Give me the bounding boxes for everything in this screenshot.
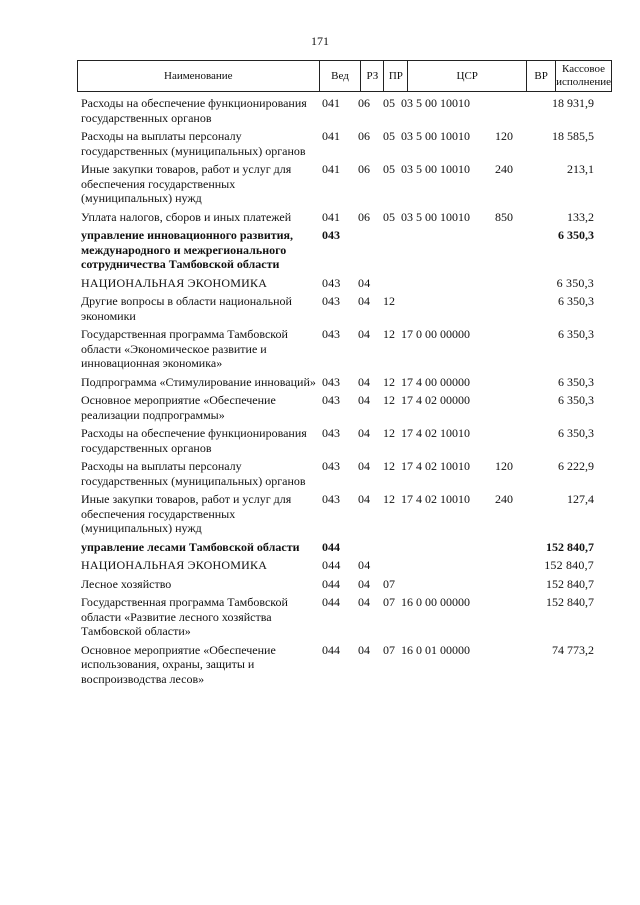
cell-csr — [401, 228, 495, 272]
column-header-csr: ЦСР — [408, 61, 527, 91]
cell-name: Основное мероприятие «Обеспечение реализации подпрограммы» — [81, 393, 276, 422]
cell-name: Расходы на выплаты персоналу государственных (муниципальных) органов — [81, 459, 306, 488]
cell-name: Основное мероприятие «Обеспечение использования, охраны, защиты и воспроизводства лесов» — [81, 642, 276, 686]
cell-rz: 04 — [358, 327, 370, 341]
column-header-name: Наименование — [78, 61, 320, 91]
cell-pr: 07 — [383, 642, 395, 657]
cell-vr — [495, 393, 529, 422]
cell-csr: 17 4 02 10010 — [401, 426, 470, 440]
cell-name: Расходы на обеспечение функционирования государственных органов — [81, 426, 307, 455]
cell-vr — [495, 294, 529, 323]
cell-sum: 6 350,3 — [558, 228, 594, 242]
cell-pr: 12 — [383, 374, 395, 389]
cell-ved: 044 — [322, 539, 340, 554]
cell-sum: 6 350,3 — [558, 393, 594, 407]
cell-ved: 044 — [322, 558, 341, 572]
table-row — [81, 162, 594, 206]
cell-ved: 043 — [322, 275, 341, 290]
table-row — [81, 327, 594, 371]
cell-rz — [358, 540, 383, 555]
table-row — [81, 577, 594, 592]
cell-rz: 06 — [358, 162, 370, 176]
cell-vr — [495, 595, 529, 639]
cell-csr: 16 0 00 00000 — [401, 595, 470, 609]
table-row — [81, 96, 594, 125]
cell-ved: 043 — [322, 294, 340, 308]
cell-vr — [495, 577, 529, 592]
cell-name: Расходы на обеспечение функционирования государственных органов — [81, 96, 307, 125]
column-header-rz: РЗ — [361, 61, 384, 91]
cell-sum: 6 222,9 — [558, 459, 594, 473]
cell-sum: 133,2 — [567, 209, 594, 224]
table-row — [81, 210, 594, 225]
cell-name: Подпрограмма «Стимулирование инноваций» — [81, 374, 316, 389]
cell-sum: 6 350,3 — [558, 374, 594, 389]
cell-pr — [383, 276, 401, 291]
cell-ved: 043 — [322, 426, 340, 440]
column-header-vr: ВР — [527, 61, 556, 91]
table-row — [81, 558, 594, 573]
cell-name: Другие вопросы в области национальной экономики — [81, 294, 292, 323]
cell-rz: 04 — [358, 275, 371, 290]
cell-vr — [495, 327, 529, 371]
cell-csr: 17 4 02 10010 — [401, 459, 470, 473]
cell-name: управление инновационного развития, международного и межрегионального сотрудничества Тамбовской области — [81, 228, 294, 271]
cell-rz: 06 — [358, 129, 370, 143]
table-row — [81, 492, 594, 536]
cell-rz: 04 — [358, 393, 370, 407]
table-row — [81, 595, 594, 639]
column-header-ved: Вед — [320, 61, 362, 91]
cell-csr: 03 5 00 10010 — [401, 129, 470, 143]
cell-ved: 043 — [322, 492, 340, 506]
cell-ved: 043 — [322, 228, 340, 242]
cell-csr: 17 4 02 10010 — [401, 492, 470, 506]
cell-sum: 6 350,3 — [556, 275, 594, 290]
table-header — [77, 60, 612, 92]
cell-rz: 04 — [358, 595, 370, 609]
cell-sum: 74 773,2 — [552, 642, 594, 657]
cell-pr: 05 — [383, 129, 395, 143]
cell-sum: 152 840,7 — [546, 539, 594, 554]
cell-rz: 04 — [358, 459, 370, 473]
cell-sum: 6 350,3 — [558, 294, 594, 308]
cell-csr — [401, 558, 495, 573]
cell-vr: 120 — [495, 129, 513, 143]
cell-csr: 03 5 00 10010 — [401, 96, 470, 110]
cell-name: управление лесами Тамбовской области — [81, 539, 300, 554]
cell-sum: 6 350,3 — [558, 327, 594, 341]
column-header-sum: Кассовое исполнение — [556, 63, 612, 88]
cell-pr: 05 — [383, 209, 395, 224]
cell-vr: 850 — [495, 209, 513, 224]
cell-ved: 043 — [322, 393, 340, 407]
cell-csr — [401, 294, 495, 323]
cell-name: Иные закупки товаров, работ и услуг для обеспечения государственных (муниципальных) нужд — [81, 162, 292, 205]
cell-ved: 044 — [322, 595, 340, 609]
cell-csr: 17 4 00 00000 — [401, 374, 470, 389]
cell-pr: 12 — [383, 327, 395, 341]
cell-ved: 043 — [322, 459, 340, 473]
table-row — [81, 129, 594, 158]
cell-vr: 240 — [495, 492, 513, 506]
cell-ved: 043 — [322, 374, 340, 389]
cell-name: Государственная программа Тамбовской области «Экономическое развитие и инновационная экономика» — [81, 327, 288, 370]
cell-sum: 18 931,9 — [552, 96, 594, 110]
table-row — [81, 643, 594, 687]
table-row — [81, 228, 594, 272]
cell-vr — [495, 643, 529, 687]
table-body — [81, 96, 594, 690]
cell-pr: 07 — [383, 576, 395, 591]
cell-rz: 04 — [358, 576, 370, 591]
cell-vr — [495, 375, 529, 390]
cell-vr: 120 — [495, 459, 513, 473]
cell-csr — [401, 577, 495, 592]
cell-sum: 152 840,7 — [544, 558, 594, 572]
cell-name: Лесное хозяйство — [81, 576, 172, 591]
cell-csr: 17 0 00 00000 — [401, 327, 470, 341]
cell-name: НАЦИОНАЛЬНАЯ ЭКОНОМИКА — [81, 275, 268, 290]
cell-rz — [358, 228, 383, 272]
cell-rz: 06 — [358, 96, 370, 110]
cell-ved: 041 — [322, 129, 340, 143]
cell-csr — [401, 540, 495, 555]
cell-vr — [495, 426, 529, 455]
cell-pr: 12 — [383, 393, 395, 407]
cell-sum: 6 350,3 — [558, 426, 594, 440]
cell-pr: 12 — [383, 459, 395, 473]
cell-name: Государственная программа Тамбовской области «Развитие лесного хозяйства Тамбовской области» — [81, 595, 288, 638]
cell-rz: 04 — [358, 374, 370, 389]
cell-rz: 04 — [358, 558, 371, 572]
cell-sum: 152 840,7 — [546, 576, 594, 591]
cell-sum: 213,1 — [567, 162, 594, 176]
cell-name: Иные закупки товаров, работ и услуг для обеспечения государственных (муниципальных) нужд — [81, 492, 292, 535]
page-number: 171 — [311, 34, 329, 48]
cell-name: НАЦИОНАЛЬНАЯ ЭКОНОМИКА — [81, 558, 268, 572]
cell-sum: 152 840,7 — [546, 595, 594, 609]
cell-vr — [495, 558, 529, 573]
cell-vr — [495, 540, 529, 555]
table-row — [81, 459, 594, 488]
cell-rz: 04 — [358, 642, 370, 657]
cell-sum: 127,4 — [567, 492, 594, 506]
cell-pr — [383, 228, 401, 272]
table-row — [81, 426, 594, 455]
cell-csr: 17 4 02 00000 — [401, 393, 470, 407]
cell-ved: 044 — [322, 642, 340, 657]
cell-rz: 04 — [358, 426, 370, 440]
cell-rz: 04 — [358, 294, 370, 308]
cell-pr: 07 — [383, 595, 395, 609]
cell-ved: 044 — [322, 576, 340, 591]
cell-pr: 12 — [383, 294, 395, 308]
cell-pr: 05 — [383, 162, 395, 176]
cell-ved: 041 — [322, 162, 340, 176]
cell-pr — [383, 558, 401, 573]
cell-csr: 03 5 00 10010 — [401, 162, 470, 176]
cell-pr: 12 — [383, 492, 395, 506]
table-row — [81, 393, 594, 422]
cell-vr — [495, 96, 529, 125]
cell-ved: 041 — [322, 96, 340, 110]
cell-name: Расходы на выплаты персоналу государственных (муниципальных) органов — [81, 129, 306, 158]
cell-csr: 16 0 01 00000 — [401, 642, 470, 657]
cell-csr — [401, 276, 495, 291]
cell-sum: 18 585,5 — [552, 129, 594, 143]
cell-vr — [495, 276, 529, 291]
cell-pr: 05 — [383, 96, 395, 110]
cell-ved: 043 — [322, 327, 340, 341]
table-row — [81, 294, 594, 323]
cell-rz: 06 — [358, 209, 370, 224]
cell-name: Уплата налогов, сборов и иных платежей — [81, 209, 292, 224]
table-row — [81, 276, 594, 291]
cell-vr — [495, 228, 529, 272]
cell-vr: 240 — [495, 162, 513, 176]
column-header-pr: ПР — [384, 61, 408, 91]
cell-rz: 04 — [358, 492, 370, 506]
cell-ved: 041 — [322, 209, 340, 224]
cell-pr — [383, 540, 401, 555]
cell-pr: 12 — [383, 426, 395, 440]
table-row — [81, 540, 594, 555]
cell-csr: 03 5 00 10010 — [401, 209, 470, 224]
table-row — [81, 375, 594, 390]
